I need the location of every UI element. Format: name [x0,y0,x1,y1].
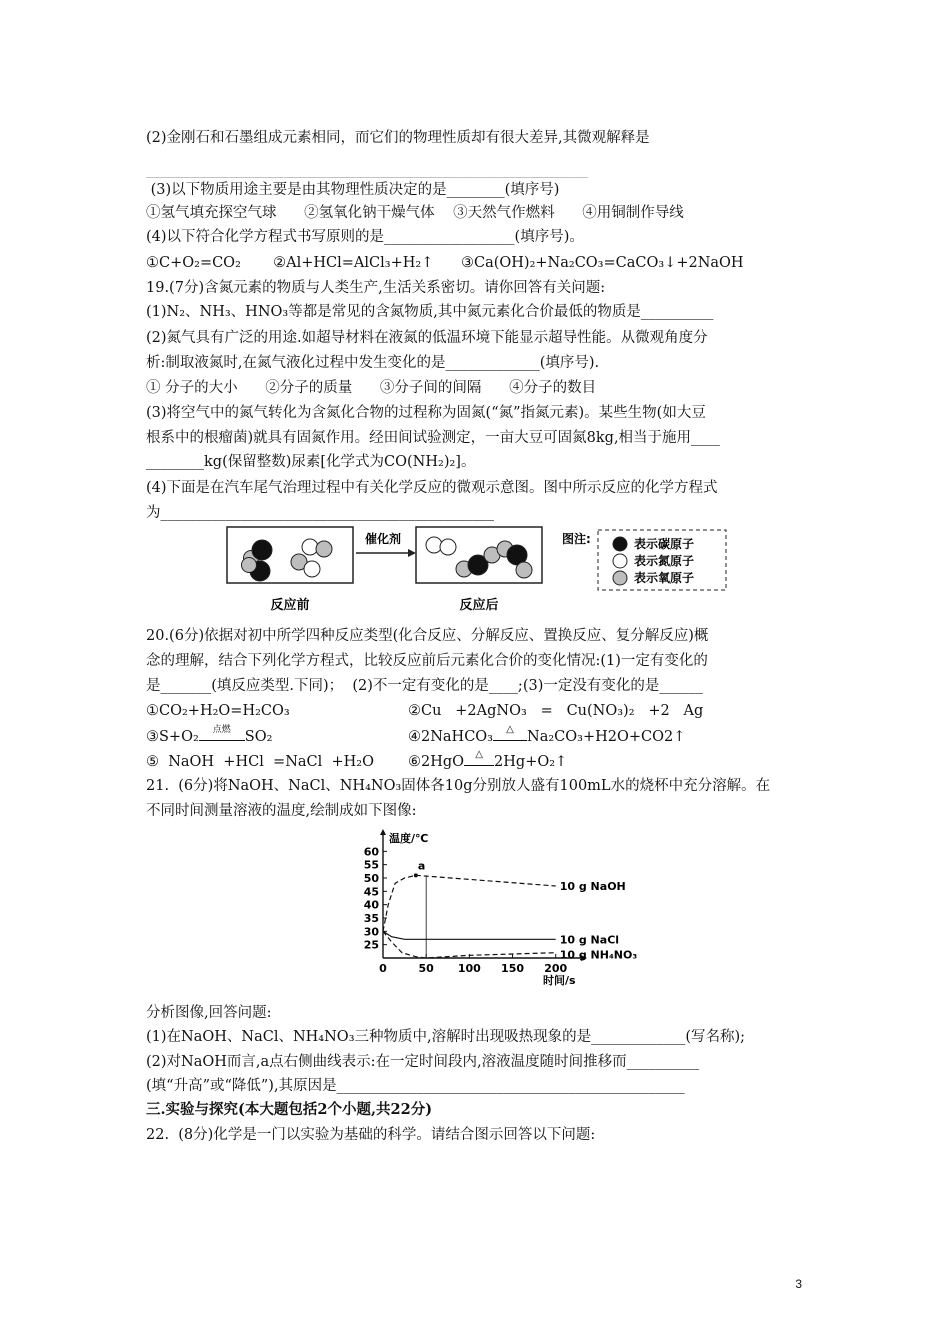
question-19: 19.(7分)含氮元素的物质与人类生产,生活关系密切。请你回答有关问题: [146,280,606,296]
x-tick-label: 200 [544,962,568,975]
text-line: ①C+O₂=CO₂ ②Al+HCl=AlCl₃+H₂↑ ③Ca(OH)₂+Na₂CO₃=CaCO₃↓+2NaOH [146,255,744,271]
text-line: (3)以下物质用途主要是由其物理性质决定的是________(填序号) [146,182,560,198]
equation: ③S+O₂ 点燃 SO₂ [146,725,273,745]
point-a-label: a [417,859,426,873]
text-line: 念的理解，结合下列化学方程式，比较反应前后元素化合价的变化情况:(1)一定有变化的 [146,653,708,669]
equation: ⑥2HgO △ 2Hg+O₂↑ [408,749,568,770]
text-line: 根系中的根瘤菌)就具有固氮作用。经田间试验测定，一亩大豆可固氮8kg,相当于施用____ [146,430,721,446]
text-line: 析:制取液氮时,在氮气液化过程中发生变化的是_____________(填序号). [146,355,600,371]
equation: ⑤ NaOH +HCl =NaCl +H₂O [146,754,374,770]
question-21: 21. (6分)将NaOH、NaCl、NH₄NO₃固体各10g分别放人盛有100mL水的烧杯中充分溶解。在 [146,778,771,794]
nitrogen-atom [302,539,318,555]
reaction-diagram [226,525,730,615]
after-label: 反应后 [459,598,499,613]
equation: ④2NaHCO₃ △ Na₂CO₃+H2O+CO2↑ [408,724,686,745]
text-line: (1)在NaOH、NaCl、NH₄NO₃三种物质中,溶解时出现吸热现象的是_____________(写名称); [146,1029,746,1045]
y-tick-label: 45 [363,885,379,899]
oxygen-atom [516,562,532,578]
nitrogen-atom [426,537,442,553]
question-22: 22. (8分)化学是一门以实验为基础的科学。请结合图示回答以下问题: [146,1127,596,1143]
legend-nitrogen: 表示氮原子 [634,554,695,568]
text-line: ________kg(保留整数)尿素[化学式为CO(NH₂)₂]。 [146,454,476,470]
answer-blank: _____________________________________________________________ [146,162,589,178]
y-tick-label: 55 [363,858,379,872]
legend-carbon: 表示碳原子 [634,537,695,551]
series-label: 10 g NH₄NO₃ [559,948,638,962]
legend-nitrogen-swatch [613,554,627,568]
text-line: ① 分子的大小 ②分子的质量 ③分子间的间隔 ④分子的数目 [146,380,597,396]
text-line: (1)N₂、NH₃、HNO₃等都是常见的含氮物质,其中氮元素化合价最低的物质是__________ [146,304,714,320]
point-a [414,873,418,877]
series-label: 10 g NaCl [559,933,620,947]
nitrogen-atom [440,539,456,555]
equation: ①CO₂+H₂O=H₂CO₃ [146,703,290,719]
temperature-chart [345,826,638,987]
page-number: 3 [795,1277,802,1291]
y-tick-label: 25 [363,938,379,952]
series-label: 10 g NaOH [559,880,626,893]
y-tick-label: 35 [363,912,379,925]
text-line: 是_______(填反应类型.下同)； (2)不一定有变化的是____;(3)一定没有变化的是______ [146,678,703,694]
legend-oxygen: 表示氧原子 [634,571,695,585]
legend-title: 图注: [562,532,591,546]
text-line: (填“升高”或“降低”),其原因是________________________________________________ [146,1078,685,1094]
text-line: (2)氮气具有广泛的用途.如超导材料在液氮的低温环境下能显示超导性能。从微观角度分 [146,330,708,346]
text-line: 不同时间测量溶液的温度,绘制成如下图像: [146,803,417,819]
text-line: 分析图像,回答问题: [146,1005,272,1021]
question-20: 20.(6分)依据对初中所学四种反应类型(化合反应、分解反应、置换反应、复分解反应)概 [146,628,709,644]
text-line: (2)金刚石和石墨组成元素相同，而它们的物理性质却有很大差异,其微观解释是 [146,130,650,146]
legend-oxygen-swatch [613,571,627,585]
x-axis-label: 时间/s [543,974,576,987]
series-line [383,875,556,931]
text-line: (4)下面是在汽车尾气治理过程中有关化学反应的微观示意图。图中所示反应的化学方程式 [146,480,718,496]
y-tick-label: 40 [363,898,379,912]
before-molecules [242,539,333,581]
oxygen-atom [242,558,257,573]
x-tick-label: 50 [418,962,434,975]
text-line: 为______________________________________________ [146,505,494,521]
series-line [383,931,556,939]
section-title: 三.实验与探究(本大题包括2个小题,共22分) [146,1101,433,1118]
carbon-atom [252,540,272,560]
arrow-label: 催化剂 [364,532,402,546]
text-line: (2)对NaOH而言,a点右侧曲线表示:在一定时间段内,溶液温度随时间推移而__________ [146,1054,700,1070]
series-line [383,931,556,958]
after-molecules [426,537,532,578]
text-line: (3)将空气中的氮气转化为含氮化合物的过程称为固氮(“氮”指氮元素)。某些生物(如大豆 [146,405,706,421]
x-tick-label: 100 [457,962,481,975]
x-tick-label: 150 [501,962,525,975]
nitrogen-atom [304,561,320,577]
before-label: 反应前 [270,598,310,613]
y-tick-label: 30 [363,925,379,939]
text-line: ①氢气填充探空气球 ②氢氧化钠干燥气体 ③天然气作燃料 ④用铜制作导线 [146,205,684,221]
legend-carbon-swatch [613,537,627,551]
y-tick-label: 50 [363,872,379,885]
x-tick-label: 0 [379,962,387,975]
oxygen-atom [316,541,332,557]
equation: ②Cu +2AgNO₃ = Cu(NO₃)₂ +2 Ag [408,703,704,719]
text-line: (4)以下符合化学方程式书写原则的是__________________(填序号)。 [146,229,584,245]
y-axis-label: 温度/℃ [389,832,429,845]
y-tick-label: 60 [363,845,379,859]
